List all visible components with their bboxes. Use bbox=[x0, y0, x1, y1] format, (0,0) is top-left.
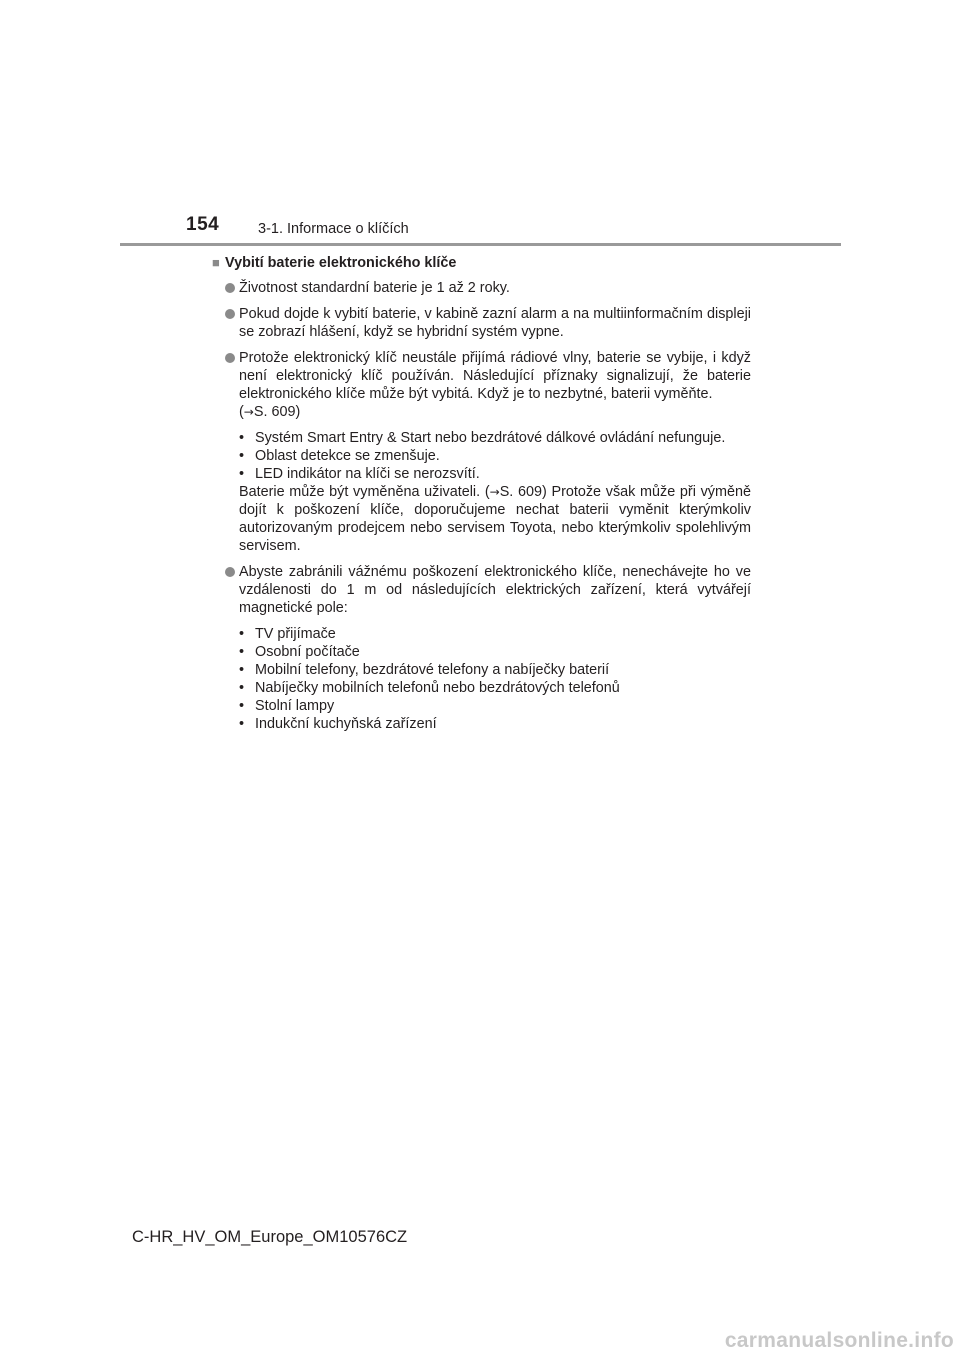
replacement-note bbox=[239, 483, 751, 555]
circle-bullet-icon bbox=[225, 567, 235, 577]
list-item-text: Stolní lampy bbox=[255, 698, 335, 714]
circle-bullet-icon bbox=[225, 283, 235, 293]
bullet-item bbox=[212, 279, 751, 297]
list-bullet: • bbox=[239, 716, 245, 732]
list-item-text: Systém Smart Entry & Start nebo bezdrátové dálkové ovládání nefunguje. bbox=[255, 430, 726, 446]
header-rule bbox=[120, 243, 841, 246]
list-item bbox=[239, 715, 751, 733]
ref-text: S. 609) bbox=[253, 404, 301, 420]
square-bullet-icon: ■ bbox=[212, 255, 220, 270]
list-bullet: • bbox=[239, 430, 245, 446]
watermark[interactable]: carmanualsonline.info bbox=[724, 1329, 954, 1352]
list-bullet: • bbox=[239, 466, 245, 482]
circle-bullet-icon bbox=[225, 353, 235, 363]
arrow-right-icon: → bbox=[243, 405, 254, 419]
list-bullet: • bbox=[239, 698, 245, 714]
device-list bbox=[239, 625, 751, 733]
list-item bbox=[239, 447, 751, 465]
list-item bbox=[239, 697, 751, 715]
bullet-text: Pokud dojde k vybití baterie, v kabině zazní alarm a na multiinformačním displeji se zobrazí hlášení, když se hybridní systém vypne. bbox=[239, 306, 751, 340]
list-item-text: Mobilní telefony, bezdrátové telefony a nabíječky baterií bbox=[255, 662, 610, 678]
list-item bbox=[239, 465, 751, 483]
page-reference bbox=[239, 403, 751, 421]
ref-open: ( bbox=[239, 404, 244, 420]
note-before: Baterie může být vyměněna uživateli. ( bbox=[239, 484, 490, 500]
bullet-text: Protože elektronický klíč neustále přijímá rádiové vlny, baterie se vybije, i když není elektronický klíč používán. Následující příznaky signalizují, že baterie elektronického klíče může být vybitá. Když je to nezbytné, baterii vyměňte. bbox=[239, 350, 751, 402]
content bbox=[212, 254, 751, 741]
list-bullet: • bbox=[239, 662, 245, 678]
list-item bbox=[239, 643, 751, 661]
list-item-text: Osobní počítače bbox=[255, 644, 360, 660]
list-item-text: Oblast detekce se zmenšuje. bbox=[255, 448, 440, 464]
footer-code: C-HR_HV_OM_Europe_OM10576CZ bbox=[132, 1228, 408, 1246]
heading-text: Vybití baterie elektronického klíče bbox=[225, 255, 457, 271]
list-item bbox=[239, 625, 751, 643]
section-title: 3-1. Informace o klíčích bbox=[258, 221, 409, 237]
circle-bullet-icon bbox=[225, 309, 235, 319]
bullet-body bbox=[239, 563, 751, 733]
list-bullet: • bbox=[239, 680, 245, 696]
bullet-item bbox=[212, 563, 751, 733]
list-item-text: LED indikátor na klíči se nerozsvítí. bbox=[255, 466, 480, 482]
bullet-item bbox=[212, 305, 751, 341]
page-number: 154 bbox=[186, 214, 220, 235]
bullet-item bbox=[212, 349, 751, 555]
list-bullet: • bbox=[239, 448, 245, 464]
section-heading bbox=[212, 254, 751, 272]
list-item bbox=[239, 661, 751, 679]
symptom-list bbox=[239, 429, 751, 483]
list-item-text: Indukční kuchyňská zařízení bbox=[255, 716, 437, 732]
bullet-text: Abyste zabránili vážnému poškození elektronického klíče, nenechávejte ho ve vzdálenosti do 1 m od následujících elektrických zařízení, která vytvářejí magnetické pole: bbox=[239, 564, 751, 616]
list-bullet: • bbox=[239, 644, 245, 660]
bullet-text: Životnost standardní baterie je 1 až 2 roky. bbox=[239, 280, 510, 296]
list-bullet: • bbox=[239, 626, 245, 642]
list-item bbox=[239, 679, 751, 697]
note-after: S. 609) Protože však může při výměně dojít k poškození klíče, doporučujeme nechat baterii vyměnit kterýmkoliv autorizovaným prodejcem nebo servisem Toyota, nebo kterýmkoliv spolehlivým servisem. bbox=[239, 484, 751, 554]
list-item-text: Nabíječky mobilních telefonů nebo bezdrátových telefonů bbox=[255, 680, 620, 696]
arrow-right-icon: → bbox=[489, 485, 500, 499]
list-item-text: TV přijímače bbox=[255, 626, 336, 642]
bullet-body bbox=[239, 349, 751, 555]
list-item bbox=[239, 429, 751, 447]
